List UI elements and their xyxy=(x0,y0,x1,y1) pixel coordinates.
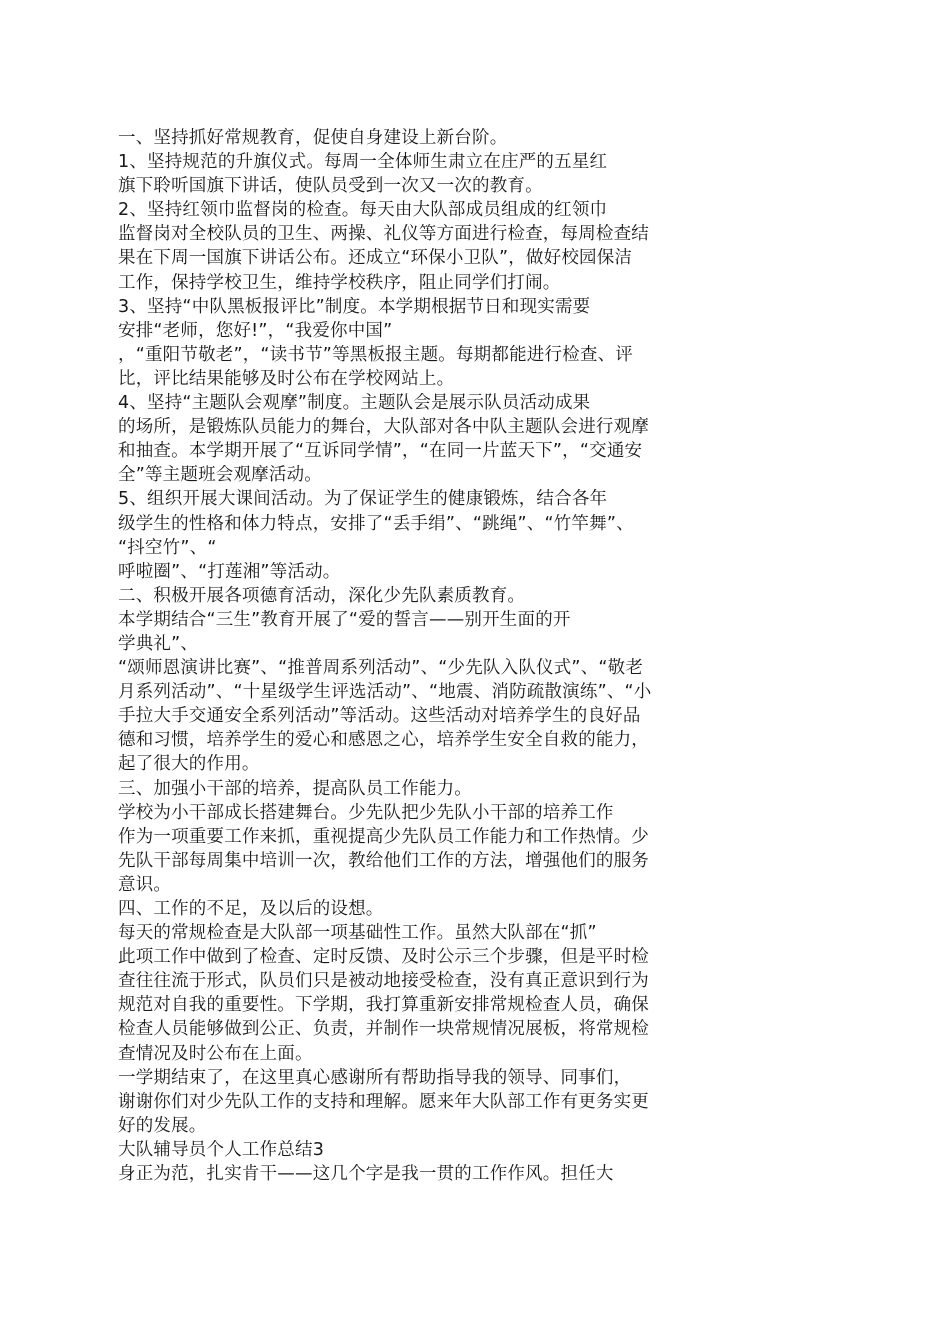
text-line: 2、坚持红领巾监督岗的检查。每天由大队部成员组成的红领巾 xyxy=(118,200,608,221)
text-line: 级学生的性格和体力特点，安排了“丢手绢”、“跳绳”、“竹竿舞”、 xyxy=(118,513,634,534)
text-line: 二、积极开展各项德育活动，深化少先队素质教育。 xyxy=(118,585,526,606)
text-line: 查情况及时公布在上面。 xyxy=(118,1043,313,1064)
text-line: 大队辅导员个人工作总结3 xyxy=(118,1139,325,1160)
text-line: 作为一项重要工作来抓，重视提高少先队员工作能力和工作热情。少 xyxy=(118,826,649,847)
text-line: 意识。 xyxy=(118,874,172,895)
text-line: 全”等主题班会观摩活动。 xyxy=(118,465,322,486)
text-line: 规范对自我的重要性。下学期，我打算重新安排常规检查人员，确保 xyxy=(118,995,649,1016)
text-line: 呼啦圈”、“打莲湘”等活动。 xyxy=(118,561,341,582)
text-line: 学典礼”、 xyxy=(118,633,199,654)
text-line: 果在下周一国旗下讲话公布。还成立“环保小卫队”，做好校园保洁 xyxy=(118,248,633,269)
text-line: 手拉大手交通安全系列活动”等活动。这些活动对培养学生的良好品 xyxy=(118,706,641,727)
text-line: 比，评比结果能够及时公布在学校网站上。 xyxy=(118,368,455,389)
text-line: 德和习惯，培养学生的爱心和感恩之心，培养学生安全自救的能力， xyxy=(118,730,649,751)
text-line: 三、加强小干部的培养，提高队员工作能力。 xyxy=(118,778,472,799)
text-line: “颂师恩演讲比赛”、“推普周系列活动”、“少先队入队仪式”、“敬老 xyxy=(118,658,644,679)
text-line: 一学期结束了，在这里真心感谢所有帮助指导我的领导、同事们， xyxy=(118,1067,632,1088)
document-body xyxy=(118,126,838,1210)
text-line: “抖空竹”、“ xyxy=(118,537,217,558)
text-line: 每天的常规检查是大队部一项基础性工作。虽然大队部在“抓” xyxy=(118,923,597,944)
text-line: 监督岗对全校队员的卫生、两操、礼仪等方面进行检查，每周检查结 xyxy=(118,224,649,245)
text-line: 起了很大的作用。 xyxy=(118,754,260,775)
text-line: 月系列活动”、“十星级学生评选活动”、“地震、消防疏散演练”、“小 xyxy=(118,682,652,703)
text-line xyxy=(118,1186,838,1210)
text-line: 先队干部每周集中培训一次，教给他们工作的方法，增强他们的服务 xyxy=(118,850,649,871)
text-line: 5、组织开展大课间活动。为了保证学生的健康锻炼，结合各年 xyxy=(118,489,608,510)
text-line: 3、坚持“中队黑板报评比”制度。本学期根据节日和现实需要 xyxy=(118,296,591,317)
text-line: 旗下聆听国旗下讲话，使队员受到一次又一次的教育。 xyxy=(118,176,543,197)
text-line: 查往往流于形式，队员们只是被动地接受检查，没有真正意识到行为 xyxy=(118,971,649,992)
text-line: 工作，保持学校卫生，维持学校秩序，阻止同学们打闹。 xyxy=(118,272,561,293)
text-line: 学校为小干部成长搭建舞台。少先队把少先队小干部的培养工作 xyxy=(118,802,614,823)
text-line: 1、坚持规范的升旗仪式。每周一全体师生肃立在庄严的五星红 xyxy=(118,152,608,173)
text-line: ，“重阳节敬老”，“读书节”等黑板报主题。每期都能进行检查、评 xyxy=(118,344,633,365)
text-line: 谢谢你们对少先队工作的支持和理解。愿来年大队部工作有更务实更 xyxy=(118,1091,649,1112)
text-line: 的场所，是锻炼队员能力的舞台，大队部对各中队主题队会进行观摩 xyxy=(118,417,649,438)
text-line: 此项工作中做到了检查、定时反馈、及时公示三个步骤，但是平时检 xyxy=(118,947,649,968)
text-line: 四、工作的不足，及以后的设想。 xyxy=(118,899,384,919)
text-line: 本学期结合“三生”教育开展了“爱的誓言——别开生面的开 xyxy=(118,609,571,630)
text-line: 好的发展。 xyxy=(118,1115,207,1136)
text-line: 安排“老师，您好!”，“我爱你中国” xyxy=(118,320,393,341)
section-heading: 身正为范，扎实肯干——这几个字是我一贯的工作作风。担任大 xyxy=(118,1164,614,1185)
text-line: 4、坚持“主题队会观摩”制度。主题队会是展示队员活动成果 xyxy=(118,393,591,414)
text-line: 检查人员能够做到公正、负责，并制作一块常规情况展板，将常规检 xyxy=(118,1019,649,1040)
text-line: 和抽查。本学期开展了“互诉同学情”，“在同一片蓝天下”，“交通安 xyxy=(118,441,643,462)
text-line: 一、坚持抓好常规教育，促使自身建设上新台阶。 xyxy=(118,128,508,148)
